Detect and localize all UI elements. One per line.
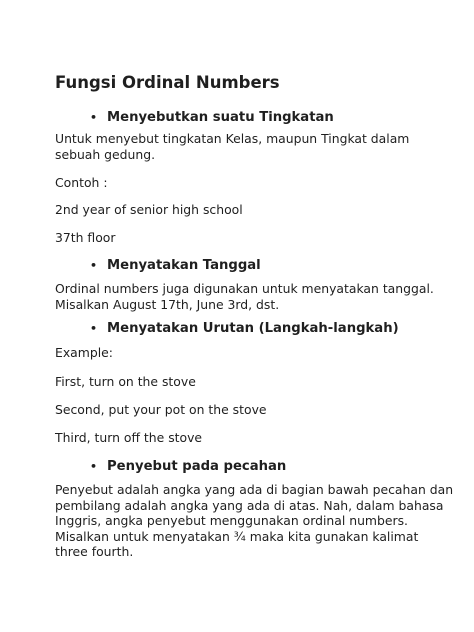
paragraph-line: Inggris, angka penyebut menggunakan ordinal numbers. (55, 513, 408, 529)
example-line: 2nd year of senior high school (55, 202, 243, 217)
example-label: Contoh : (55, 175, 108, 190)
example-line: Third, turn off the stove (55, 430, 203, 445)
paragraph-line: Penyebut adalah angka yang ada di bagian bawah pecahan dan (55, 482, 454, 497)
section-heading-text: Menyatakan Urutan (Langkah-langkah) (107, 321, 399, 336)
example-line: First, turn on the stove (55, 374, 196, 389)
section-paragraph (55, 131, 409, 162)
bullet-icon: • (90, 111, 98, 124)
paragraph-line: pembilang adalah angka yang ada di atas. Nah, dalam bahasa (55, 497, 444, 513)
example-line: 37th floor (55, 230, 116, 245)
example-label: Example: (55, 345, 113, 360)
paragraph-line: Misalkan August 17th, June 3rd, dst. (55, 296, 280, 312)
example-line: Second, put your pot on the stove (55, 402, 267, 417)
paragraph-line: sebuah gedung. (55, 146, 156, 162)
section-paragraph (55, 482, 453, 560)
bullet-icon: • (90, 259, 98, 272)
section-heading-text: Menyebutkan suatu Tingkatan (107, 110, 334, 125)
section-heading-text: Menyatakan Tanggal (107, 258, 261, 273)
section-paragraph (55, 281, 434, 312)
paragraph-line: Untuk menyebut tingkatan Kelas, maupun Tingkat dalam (55, 131, 410, 146)
document-title: Fungsi Ordinal Numbers (55, 73, 280, 92)
section-heading-text: Penyebut pada pecahan (107, 459, 287, 474)
paragraph-line: three fourth. (55, 544, 134, 560)
paragraph-line: Misalkan untuk menyatakan ¾ maka kita gunakan kalimat (55, 528, 419, 544)
paragraph-line: Ordinal numbers juga digunakan untuk menyatakan tanggal. (55, 281, 434, 296)
bullet-icon: • (90, 460, 98, 473)
bullet-icon: • (90, 322, 98, 335)
